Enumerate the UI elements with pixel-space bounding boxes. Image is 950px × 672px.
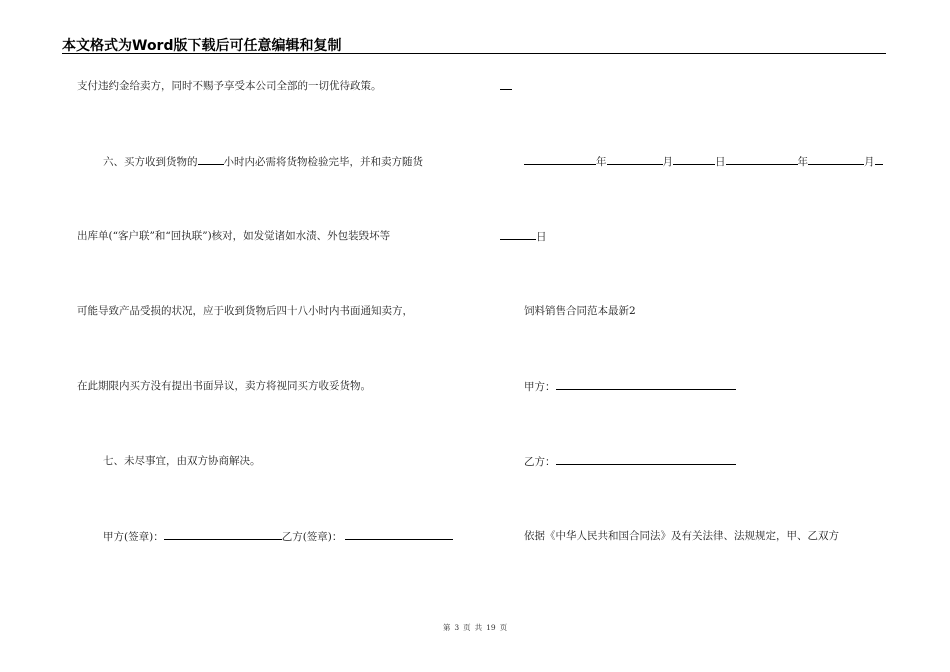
- footer-total-pages: 19: [486, 623, 496, 632]
- hours-blank[interactable]: [198, 154, 224, 165]
- day-label-2: 日: [536, 231, 547, 243]
- contract-heading: 饲料销售合同范本最新2: [524, 305, 636, 317]
- signature-line: [103, 529, 453, 544]
- month-label-1: 月: [662, 156, 673, 168]
- date-line-1: [524, 154, 883, 169]
- day-label-1: 日: [715, 156, 726, 168]
- footer-total-prefix: 共: [474, 623, 483, 632]
- left-line-3: 出库单(“客户联”和“回执联”)核对，如发觉诸如水渍、外包装毁坏等: [77, 230, 391, 242]
- day-blank-1[interactable]: [673, 154, 715, 165]
- basis-line: 依据《中华人民共和国合同法》及有关法律、法规规定，甲、乙双方: [524, 530, 839, 542]
- sign-b-label: 乙方(签章)：: [281, 531, 343, 543]
- party-a-label: 甲方：: [524, 381, 556, 393]
- left-line-2-prefix: 六、买方收到货物的: [103, 156, 198, 168]
- party-b-blank[interactable]: [556, 454, 736, 465]
- header-rule: [62, 53, 886, 54]
- month-blank-2[interactable]: [808, 154, 864, 165]
- sign-b-blank[interactable]: [345, 529, 453, 540]
- left-line-5: 在此期限内买方没有提出书面异议，卖方将视同买方收妥货物。: [77, 380, 371, 392]
- month-label-2: 月: [864, 156, 875, 168]
- party-b-line: [524, 454, 736, 469]
- party-b-label: 乙方：: [524, 456, 556, 468]
- year-label-2: 年: [797, 156, 808, 168]
- party-a-line: [524, 379, 736, 394]
- footer-page-number: 3: [454, 623, 460, 632]
- footer-page-unit: 页: [463, 623, 471, 632]
- page-footer: [0, 622, 950, 633]
- month-blank-1[interactable]: [607, 154, 663, 165]
- date-line-2: [500, 229, 547, 244]
- footer-total-unit: 页: [499, 623, 508, 632]
- footer-prefix: 第: [442, 623, 451, 632]
- year-blank-2[interactable]: [726, 154, 798, 165]
- left-line-4: 可能导致产品受损的状况，应于收到货物后四十八小时内书面通知卖方，: [77, 305, 413, 317]
- right-top-blank[interactable]: [500, 79, 512, 90]
- left-line-6: 七、未尽事宜，由双方协商解决。: [103, 455, 261, 467]
- left-line-1: 支付违约金给卖方，同时不赐予享受本公司全部的一切优待政策。: [77, 80, 382, 92]
- trailing-blank[interactable]: [875, 154, 883, 165]
- document-header-title: 本文格式为Word版下载后可任意编辑和复制: [62, 38, 342, 54]
- left-line-2: [103, 154, 423, 169]
- year-label-1: 年: [596, 156, 607, 168]
- sign-a-blank[interactable]: [164, 529, 282, 540]
- sign-a-label: 甲方(签章)：: [103, 531, 164, 543]
- right-top-blank-line: [500, 79, 512, 94]
- party-a-blank[interactable]: [556, 379, 736, 390]
- day-blank-2[interactable]: [500, 229, 536, 240]
- left-line-2-suffix: 小时内必需将货物检验完毕，并和卖方随货: [223, 156, 423, 168]
- year-blank-1[interactable]: [524, 154, 596, 165]
